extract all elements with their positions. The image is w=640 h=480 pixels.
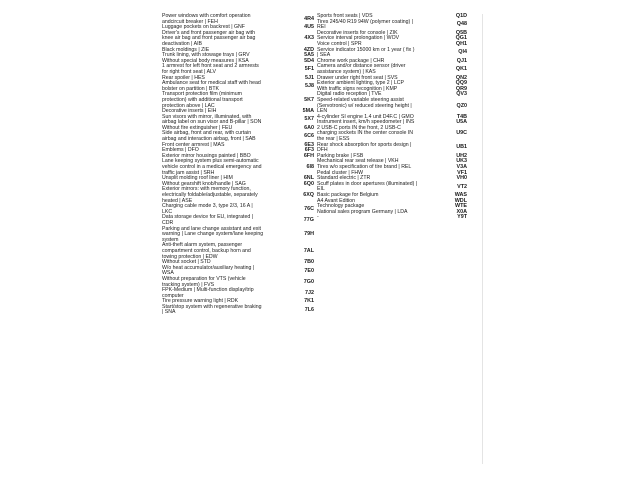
option-description xyxy=(317,126,453,143)
option-description-line: Without gearshift knob/handle | SAG xyxy=(162,180,246,187)
option-code: 4ZD xyxy=(303,46,314,53)
option-description-line: LEN xyxy=(317,108,328,115)
option-code: 6I8 xyxy=(306,164,314,171)
option-code: Q1D xyxy=(455,13,467,19)
option-description-line: - xyxy=(317,214,319,221)
option-description-line: airbag label on sun visor and B-pillar | SON xyxy=(162,119,262,126)
option-description-line: Without socket | STD xyxy=(162,259,211,266)
option-description-line: Parking brake | FSB xyxy=(317,152,364,159)
page-edge-divider xyxy=(482,14,483,464)
option-description-line: tracking system) | FVS xyxy=(162,281,215,288)
option-code: 7B0 xyxy=(304,259,314,266)
option-code: 76C xyxy=(304,205,314,212)
option-description xyxy=(162,64,300,75)
option-description-line: knee air bag and front passenger air bag xyxy=(162,35,256,42)
option-description-line: Lane keeping system plus semi-automatic xyxy=(162,158,259,165)
option-code: QH1 xyxy=(455,40,467,47)
option-description-line: DFH xyxy=(317,147,328,154)
option-description-line: (Servotronic) w/ reduced steering height | xyxy=(317,102,412,109)
option-description xyxy=(162,187,300,204)
option-description-line: Unsplit molding roof liner | HIM xyxy=(162,175,233,182)
option-code: VT2 xyxy=(457,183,467,190)
option-description xyxy=(162,131,300,142)
option-code: 5J1 xyxy=(305,74,314,81)
option-row xyxy=(162,31,314,48)
option-description-line: Instrument insert, km/h speedometer | INS xyxy=(317,119,415,126)
option-description-line: the rear | ESS xyxy=(317,136,350,143)
option-description-line: Side airbag, front and rear, with curtain xyxy=(162,130,252,137)
option-description-line: Speed-related variable steering assist xyxy=(317,96,404,103)
option-code: UB1 xyxy=(456,144,467,151)
option-code: 5A5 xyxy=(304,52,314,59)
option-description-line: Technology package xyxy=(317,203,365,210)
option-code: 5J8 xyxy=(305,82,314,89)
option-row xyxy=(317,64,467,75)
option-code: 6F3 xyxy=(304,147,314,154)
option-description-line: traffic jam assist | SRH xyxy=(162,169,215,176)
option-description-line: 1 armrest for left front seat and 2 armrests xyxy=(162,63,259,70)
option-row xyxy=(162,64,314,75)
option-description-line: Data storage device for EU, integrated | xyxy=(162,214,254,221)
option-code: 4X3 xyxy=(304,35,314,42)
option-description-line: Tires w/o specification of tire brand | REL xyxy=(317,164,412,171)
option-code: 6A0 xyxy=(304,124,314,131)
option-description-line: Decorative inserts | EIH xyxy=(162,108,217,115)
option-description xyxy=(162,159,300,176)
option-description-line: assistance system) | KAS xyxy=(317,68,376,75)
option-description-line: Rear spoiler | HES xyxy=(162,74,205,81)
option-row xyxy=(162,92,314,109)
option-description-line: Drawer under right front seat | SVS xyxy=(317,74,398,81)
option-description xyxy=(317,215,453,221)
option-description-line: LKC xyxy=(162,208,173,215)
option-code: 6FH xyxy=(303,152,314,159)
option-description-line: Mechanical rear seat release | VKH xyxy=(317,158,399,165)
option-description-line: Charging cable mode 3, type 2/3, 16 A | xyxy=(162,203,253,210)
option-code: UK3 xyxy=(456,158,467,165)
option-description-line: National sales program Germany | LDA xyxy=(317,208,408,215)
option-code: 6E3 xyxy=(304,141,314,148)
option-description-line: With traffic signs recognition | KMP xyxy=(317,85,398,92)
option-description-line: compartment control, backup horn and xyxy=(162,247,251,254)
option-description-line: WSA xyxy=(162,270,174,277)
option-description-line: system xyxy=(162,236,179,243)
option-code: VF1 xyxy=(457,169,467,176)
option-code: 5K7 xyxy=(304,96,314,103)
option-code: T4B xyxy=(456,113,467,120)
option-description-line: charging sockets IN the center console IN xyxy=(317,130,414,137)
option-code: QR9 xyxy=(455,85,467,92)
options-sheet xyxy=(162,14,480,464)
option-code: 5MA xyxy=(302,108,314,115)
option-row xyxy=(162,131,314,142)
option-code: Q48 xyxy=(456,21,467,28)
option-code: 6NL xyxy=(303,175,314,182)
option-code: 7J2 xyxy=(305,289,314,296)
option-row xyxy=(162,187,314,204)
option-description-line: Service interval prolongation | WOV xyxy=(317,35,400,42)
option-code: 7L6 xyxy=(304,306,314,313)
option-code: 4R4 xyxy=(304,15,314,22)
option-description-line: W/o heat accumulator/auxiliary heating | xyxy=(162,264,255,271)
option-description xyxy=(162,305,300,316)
option-code: QG1 xyxy=(455,35,467,42)
option-code: 7K1 xyxy=(304,298,314,305)
option-description-line: Trunk lining, with stowage trays | GRV xyxy=(162,52,250,59)
option-description-line: Tire pressure warning light | RDK xyxy=(162,298,239,305)
option-description-line: Ambulance seat for medical staff with head xyxy=(162,80,261,87)
option-description-line: Front center armrest | MAS xyxy=(162,141,225,148)
option-description-line: Scuff plates in door apertures (illuminated) | xyxy=(317,180,418,187)
option-row xyxy=(162,227,314,244)
option-description-line: A4 Avant Edition xyxy=(317,197,355,204)
option-description-line: Sun visors with mirror, illuminated, with xyxy=(162,113,252,120)
option-description-line: Camera and/or distance sensor (driver xyxy=(317,63,406,70)
option-row xyxy=(317,215,467,221)
option-row xyxy=(162,305,314,316)
option-code: 6Q0 xyxy=(303,180,314,187)
option-code: Q5B xyxy=(455,29,467,36)
option-description xyxy=(162,227,300,244)
option-code: 5D4 xyxy=(304,57,314,64)
option-code: UH2 xyxy=(456,152,467,159)
option-description-line: Exterior mirror housings painted | BBO xyxy=(162,152,251,159)
option-description-line: Basic package for Belgium xyxy=(317,192,379,198)
option-description-line: electrically foldable/adjustable, separately xyxy=(162,192,258,198)
option-description-line: airbag and interaction airbag, front | SAB xyxy=(162,136,256,143)
option-description-line: Exterior mirrors: with memory function, xyxy=(162,186,251,193)
right-options-column xyxy=(317,14,467,221)
option-code: WDL xyxy=(454,197,467,204)
option-description-line: Start/stop system with regenerative braking xyxy=(162,303,262,310)
option-description-line: Parking and lane change assistant and exit xyxy=(162,225,261,232)
option-description-line: Without fire extinguisher | FEU xyxy=(162,124,233,131)
option-code: 7AL xyxy=(303,247,314,254)
option-description xyxy=(162,92,300,109)
option-code: QQ9 xyxy=(455,80,467,87)
option-code: 7E0 xyxy=(304,267,314,274)
option-description-line: Standard electric | ZTR xyxy=(317,175,371,182)
option-code: QN2 xyxy=(455,74,467,81)
option-description-line: deactivation | AIB xyxy=(162,40,202,47)
option-code: U5A xyxy=(456,119,467,126)
option-row xyxy=(162,215,314,226)
option-description xyxy=(317,98,453,115)
option-code: VH0 xyxy=(456,175,467,182)
option-code: 5F1 xyxy=(304,66,314,73)
option-description-line: Driver's and front passenger air bag with xyxy=(162,29,255,36)
option-description-line: Anti-theft alarm system, passenger xyxy=(162,242,243,249)
option-description xyxy=(162,243,300,260)
option-code: Y9T xyxy=(457,214,467,221)
option-description-line: andcircuit breaker | FEH xyxy=(162,18,218,25)
option-description-line: towing protection | EDW xyxy=(162,253,218,260)
option-description-line: Service indicator 15000 km or 1 year ( fix ) xyxy=(317,46,415,53)
option-row xyxy=(162,159,314,176)
option-description-line: Luggage pockets on backrest | GNF xyxy=(162,24,245,31)
option-code: 79H xyxy=(304,231,314,238)
option-row xyxy=(162,243,314,260)
option-description-line: REI xyxy=(317,24,326,31)
option-description-line: heated | ASE xyxy=(162,197,193,204)
option-code: U9C xyxy=(456,130,467,137)
option-description xyxy=(162,31,300,48)
option-description-line: Transport protection film (minimum xyxy=(162,91,242,98)
option-description-line: Voice control | SPR xyxy=(317,40,362,47)
option-description-line: CDR xyxy=(162,219,174,226)
option-description-line: computer xyxy=(162,292,184,299)
option-code: QI4 xyxy=(458,49,467,56)
option-description xyxy=(162,215,300,226)
option-description xyxy=(317,64,453,75)
option-description-line: protection) with additional transport xyxy=(162,96,243,103)
option-row xyxy=(317,126,467,143)
option-description-line: | SEA xyxy=(317,52,331,59)
option-row xyxy=(317,98,467,115)
option-description-line: for right front seat | ALV xyxy=(162,68,217,75)
option-description-line: Without special body measures | KSA xyxy=(162,57,249,64)
option-code: WAS xyxy=(454,192,467,198)
option-description-line: Without preparation for VTS (vehicle xyxy=(162,275,246,282)
option-code: QK1 xyxy=(455,66,467,73)
option-description-line: protection above | LAC xyxy=(162,102,215,109)
option-code: QJ1 xyxy=(456,57,467,64)
option-description-line: Chrome work package | CHR xyxy=(317,57,385,64)
option-description-line: Power windows with comfort operation xyxy=(162,13,251,19)
option-code: 4U5 xyxy=(304,24,314,31)
option-code: 6C6 xyxy=(304,133,314,140)
option-code: WTE xyxy=(455,203,467,210)
option-code: 5X7 xyxy=(304,116,314,123)
option-description-line: | SNA xyxy=(162,309,176,316)
option-description-line: bolster on partition | BTK xyxy=(162,85,219,92)
option-description-line: FPK-Medium | Multi-function display/trip xyxy=(162,287,254,294)
option-description-line: EIL xyxy=(317,186,325,193)
option-description-line: warning | Lane change system/lane keeping xyxy=(162,231,264,238)
option-description-line: Rear shock absorption for sports design | xyxy=(317,141,412,148)
option-code: X0A xyxy=(456,208,467,215)
option-description-line: Emblems | DFO xyxy=(162,147,199,154)
option-code: 7G0 xyxy=(303,278,314,285)
option-code: QV3 xyxy=(456,91,467,98)
option-code: V3A xyxy=(456,164,467,171)
option-description-line: 4-cylinder SI engine 1.4 unit D4F.C | GMO xyxy=(317,113,414,120)
option-description-line: vehicle control in a medical emergency and xyxy=(162,164,262,171)
option-code: QZ0 xyxy=(456,102,467,109)
option-description-line: Sports front seats | VDS xyxy=(317,13,373,19)
option-description-line: Pedal cluster | FHW xyxy=(317,169,364,176)
option-description-line: Decorative inserts for console | ZIK xyxy=(317,29,398,36)
left-options-column xyxy=(162,14,314,316)
option-description-line: Tires 245/40 R19 94W (polymer coating) | xyxy=(317,18,414,25)
option-description-line: Digital radio reception | TVE xyxy=(317,91,382,98)
option-code: 77G xyxy=(303,217,314,224)
option-description-line: Black moldings | ZIE xyxy=(162,46,210,53)
option-code: 6XQ xyxy=(303,192,314,198)
option-description-line: 2 USB-C ports IN the front, 2 USB-C xyxy=(317,124,401,131)
option-description-line: Exterior ambient lighting, type 2 | LCP xyxy=(317,80,404,87)
